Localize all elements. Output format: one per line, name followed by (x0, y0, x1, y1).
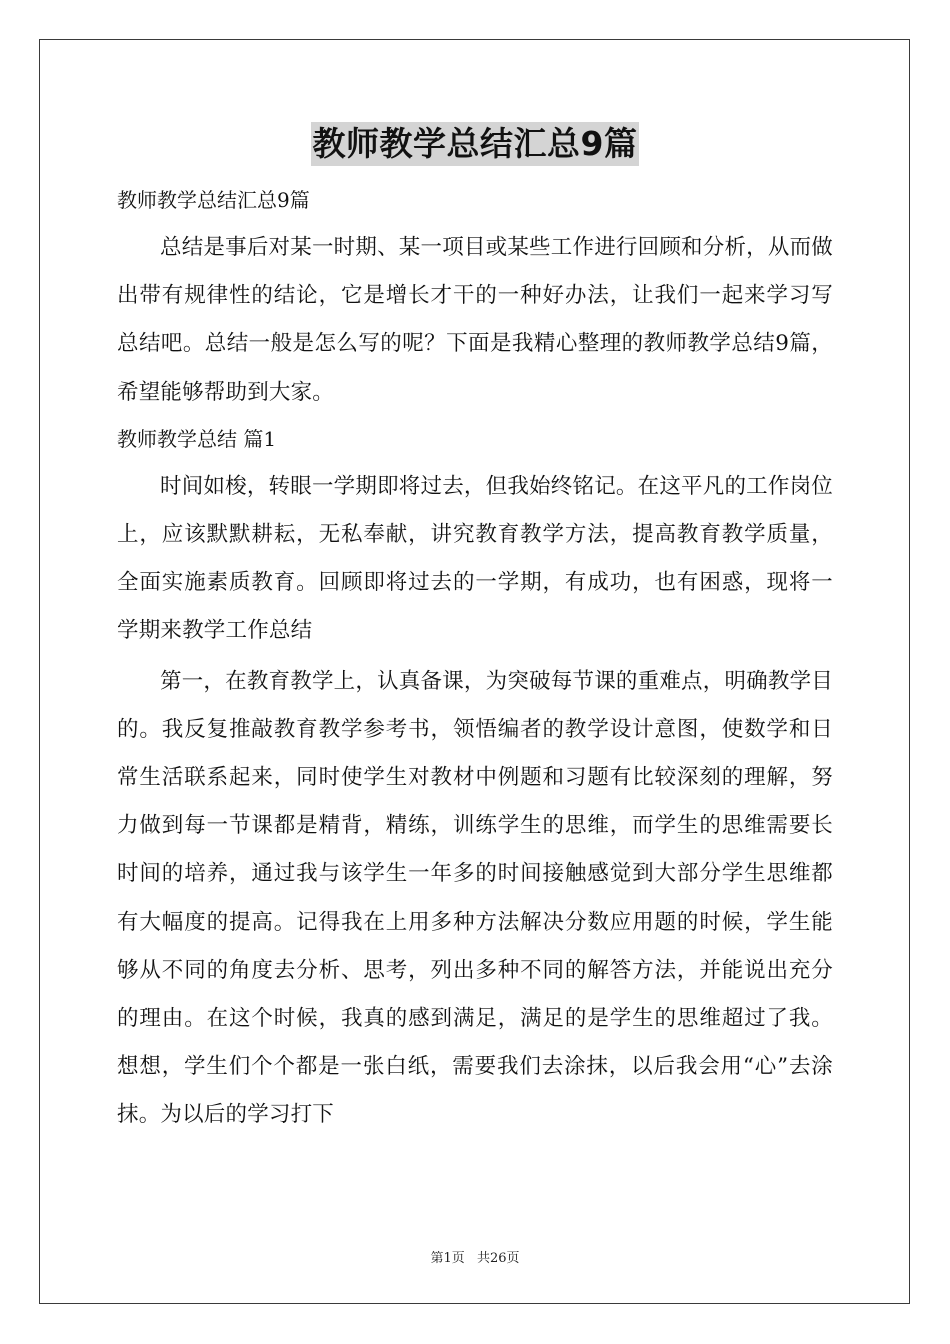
subtitle-line: 教师教学总结汇总9篇 (117, 188, 310, 212)
section-heading: 教师教学总结 篇1 (117, 426, 277, 451)
intro-paragraph: 总结是事后对某一时期、某一项目或某些工作进行回顾和分析，从而做出带有规律性的结论，它是增长才干的一种好办法，让我们一起来学习写总结吧。总结一般是怎么写的呢？下面是我精心整理的教师教学总结9篇，希望能够帮助到大家。 (117, 235, 833, 405)
page-total: 共26页 (476, 1251, 520, 1266)
page-number: 第1页 (430, 1251, 465, 1266)
title-wrap (117, 122, 833, 172)
document-title: 教师教学总结汇总9篇 (311, 122, 640, 166)
paragraph-1: 时间如梭，转眼一学期即将过去，但我始终铭记。在这平凡的工作岗位上，应该默默耕耘，无私奉献，讲究教育教学方法，提高教育教学质量，全面实施素质教育。回顾即将过去的一学期，有成功，也有困惑，现将一学期来教学工作总结 (117, 473, 833, 644)
paragraph-2: 第一，在教育教学上，认真备课，为突破每节课的重难点，明确教学目的。我反复推敲教育教学参考书，领悟编者的教学设计意图，使数学和日常生活联系起来，同时使学生对教材中例题和习题有比较深刻的理解，努力做到每一节课都是精背，精练，训练学生的思维，而学生的思维需要长时间的培养，通过我与该学生一年多的时间接触感觉到大部分学生思维都有大幅度的提高。记得我在上用多种方法解决分数应用题的时候，学生能够从不同的角度去分析、思考，列出多种不同的解答方法，并能说出充分的理由。在这个时候，我真的感到满足，满足的是学生的思维超过了我。想想，学生们个个都是一张白纸，需要我们去涂抹，以后我会用“心”去涂抹。为以后的学习打下 (117, 668, 833, 1128)
page-footer (0, 1247, 950, 1266)
document-body (117, 122, 833, 1142)
